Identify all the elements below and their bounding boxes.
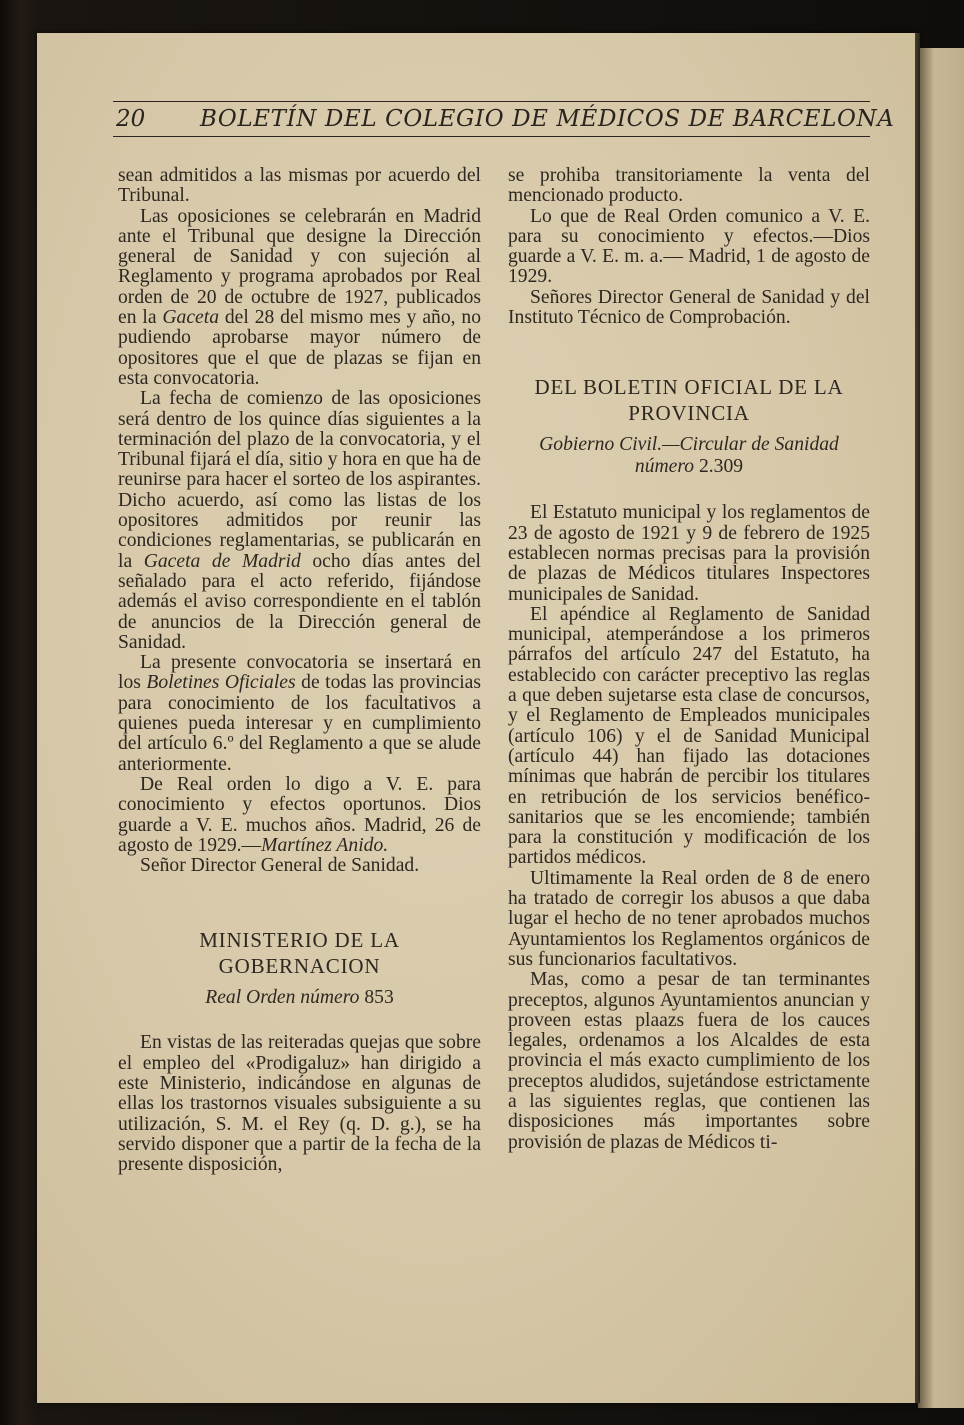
header-rule-bottom [113,136,870,137]
paragraph: La presente convocatoria se insertará en los Boletines Oficiales de todas las provincias para conocimiento de los facultativos a quienes pueda interesar y en cumplimiento del artículo 6.º del Reglamento a que se alude anteriormente. [118,652,481,775]
paragraph: Las oposiciones se celebrarán en Madrid ante el Tribunal que designe la Dirección general de Sanidad y con sujeción al Reglamento y programa aprobados por Real orden de 20 de octubre de 1927, publicados en la Gaceta del 28 del mismo mes y año, no pudiendo aprobarse mayor número de opositores que el que de plazas se fijan en esta convocatoria. [118,205,481,389]
running-title: BOLETÍN DEL COLEGIO DE MÉDICOS DE BARCELONA [200,106,895,132]
paragraph: Mas, como a pesar de tan terminantes preceptos, algunos Ayuntamientos anuncian y proveen estas plaazs fuera de los cauces legales, ordenamos a los Alcaldes de esta provincia el más exacto cumplimiento de los preceptos aludidos, sujetándose estrictamente a las siguientes reglas, que contienen las disposiciones más importantes sobre provisión de plazas de Médicos ti- [508,969,870,1153]
paragraph: sean admitidos a las mismas por acuerdo del Tribunal. [118,165,481,207]
section-heading: DEL BOLETIN OFICIAL DE LA PROVINCIA [534,375,844,426]
left-column [118,166,481,1175]
paragraph: Señores Director General de Sanidad y del Instituto Técnico de Comprobación. [508,286,870,329]
section-subheading: Real Orden número 853 [205,987,394,1009]
page-number: 20 [116,106,146,132]
facing-page-edge [918,48,964,1408]
section-heading: MINISTERIO DE LA GOBERNACION [199,928,400,979]
section-subheading: Gobierno Civil.—Circular de Sanidad número 2.309 [539,434,839,478]
paragraph: El apéndice al Reglamento de Sanidad municipal, atemperándose a los primeros párrafos del artículo 247 del Estatuto, ha establecido con carácter preceptivo las reglas a que deben sujetarse esta clase de concursos, y el Reglamento de Empleados municipales (artículo 106) y el de Sanidad Municipal (artículo 44) han fijado las dotaciones mínimas que habrán de percibir los titulares en retribución de los servicios benéfico-sanitarios que se les encomiende; también para la constitución y modificación de los partidos médicos. [508,603,870,869]
paragraph: La fecha de comienzo de las oposiciones será dentro de los quince días siguientes a la terminación del plazo de la convocatoria, y el Tribunal fijará el día, sitio y hora en que ha de reunirse para hacer el sorteo de los aspirantes. Dicho acuerdo, así como las listas de los opositores admitidos por reunir las condiciones reglamentarias, se publicarán en la Gaceta de Madrid ocho días antes del señalado para el acto referido, fijándose además el aviso correspondiente en el tablón de anuncios de la Dirección general de Sanidad. [118,388,481,653]
signature-name: Martínez Anido. [261,834,389,856]
paragraph: En vistas de las reiteradas quejas que sobre el empleo del «Prodigaluz» han dirigido a este Ministerio, indicándose en algunas de ellas los trastornos visuales subsiguiente a su utilización, S. M. el Rey (q. D. g.), se ha servido disponer que a partir de la fecha de la presente disposición, [118,1032,481,1176]
header-rule-top [113,101,870,102]
paragraph: Lo que de Real Orden comunico a V. E. para su conocimiento y efectos.—Dios guarde a V. E. m. a.— Madrid, 1 de agosto de 1929. [508,205,870,288]
paragraph: Ultimamente la Real orden de 8 de enero ha tratado de corregir los abusos a que daba lugar el hecho de no tener aprobados muchos Ayuntamientos los Reglamentos orgánicos de sus funcionarios facultativos. [508,867,870,970]
paragraph: se prohiba transitoriamente la venta del mencionado producto. [508,165,870,207]
paragraph: El Estatuto municipal y los reglamentos de 23 de agosto de 1921 y 9 de febrero de 1925 establecen normas precisas para la provisión de plazas de Médicos titulares Inspectores municipales de Sanidad. [508,502,870,605]
right-column [508,166,870,1153]
paragraph: De Real orden lo digo a V. E. para conocimiento y efectos oportunos. Dios guarde a V. E. muchos años. Madrid, 26 de agosto de 1929.—Martínez Anido. [118,773,481,856]
running-header [113,106,895,136]
paragraph: Señor Director General de Sanidad. [140,855,420,877]
